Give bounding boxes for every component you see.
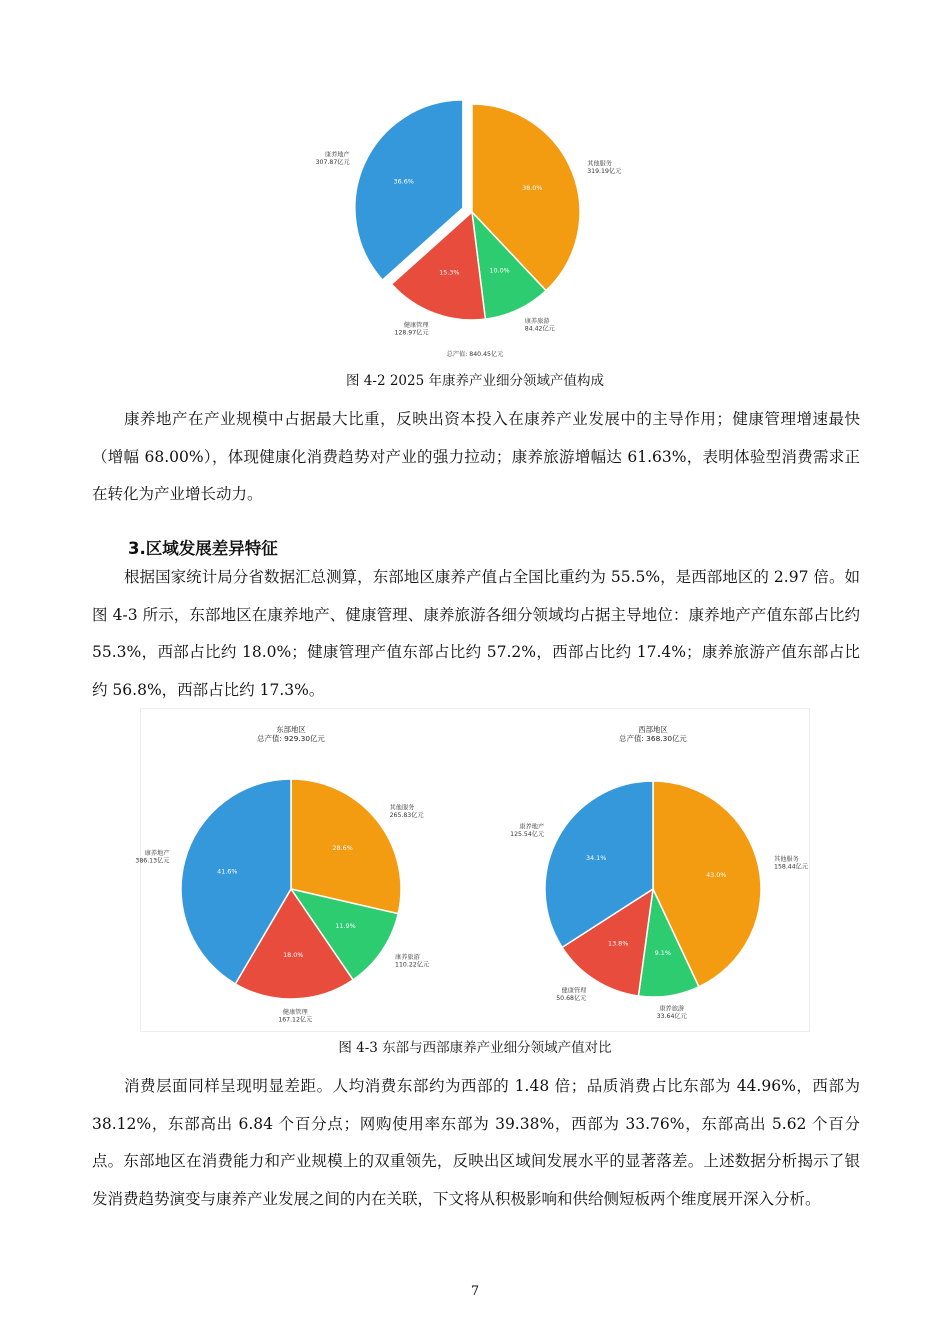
west-pct-label-2: 13.8%: [608, 939, 629, 948]
west-subtitle: 总产值: 368.30亿元: [619, 734, 687, 743]
east-value-label-3: 386.13亿元: [135, 857, 170, 865]
pie2025-value-label-1: 84.42亿元: [524, 325, 555, 333]
pie2025-pct-label-0: 38.0%: [522, 184, 543, 193]
pie2025-pct-label-2: 15.3%: [439, 268, 460, 277]
west-pct-label-0: 43.0%: [706, 870, 727, 879]
pie-chart-east-west: [135, 708, 809, 1030]
east-name-label-2: 健康管理: [282, 1008, 308, 1016]
west-value-label-1: 33.64亿元: [656, 1013, 687, 1021]
pie2025-pct-label-3: 36.6%: [393, 177, 414, 186]
pie-total-label: 总产值: 840.45亿元: [446, 351, 504, 358]
section-heading: 3.区域发展差异特征: [128, 539, 278, 558]
west-name-label-1: 康养旅游: [659, 1005, 685, 1013]
figure-4-2-caption: 图 4-2 2025 年康养产业细分领域产值构成: [346, 373, 604, 389]
east-value-label-2: 167.12亿元: [278, 1016, 313, 1024]
east-value-label-0: 265.83亿元: [389, 812, 424, 820]
pie2025-value-label-3: 307.87亿元: [315, 158, 350, 166]
east-pct-label-0: 28.6%: [332, 843, 353, 852]
figure-4-3-caption: 图 4-3 东部与西部康养产业细分领域产值对比: [338, 1040, 612, 1056]
east-value-label-1: 110.22亿元: [395, 961, 430, 969]
east-name-label-3: 康养地产: [144, 849, 170, 857]
west-name-label-3: 康养地产: [519, 823, 545, 831]
east-title: 东部地区: [276, 725, 306, 734]
pie2025-name-label-1: 康养旅游: [524, 318, 550, 326]
body-paragraph-1: 康养地产在产业规模中占据最大比重，反映出资本投入在康养产业发展中的主导作用；健康管理增速最快（增幅 68.00%），体现健康化消费趋势对产业的强力拉动；康养旅游增幅达 61.63%，表明体验型消费需求正在转化为产业增长动力。: [92, 410, 860, 503]
pie2025-name-label-3: 康养地产: [324, 151, 350, 159]
pie-chart-2025: [300, 96, 650, 366]
pie2025-pct-label-1: 10.0%: [489, 266, 510, 275]
pie2025-value-label-2: 128.97亿元: [394, 329, 429, 337]
west-name-label-0: 其他服务: [774, 856, 799, 864]
pie2025-name-label-2: 健康管理: [403, 322, 429, 330]
east-pct-label-2: 18.0%: [283, 950, 304, 959]
east-pct-label-1: 11.9%: [335, 922, 356, 931]
west-pct-label-1: 9.1%: [654, 949, 671, 958]
west-pct-label-3: 34.1%: [585, 853, 607, 862]
east-name-label-0: 其他服务: [389, 804, 415, 812]
west-value-label-3: 125.54亿元: [510, 831, 545, 839]
pie2025-value-label-0: 319.19亿元: [587, 167, 622, 175]
body-paragraph-2: 根据国家统计局分省数据汇总测算，东部地区康养产值占全国比重约为 55.5%，是西部地区的 2.97 倍。如图 4-3 所示，东部地区在康养地产、健康管理、康养旅游各细分领域均占据主导地位：康养地产产值东部占比约 55.3%，西部占比约 18.0%；健康管理产值东部占比约 57.2%，西部占比约 17.4%；康养旅游产值东部占比约 56.8%，西部占比约 17.3%。: [92, 568, 860, 699]
east-subtitle: 总产值: 929.30亿元: [257, 734, 325, 743]
body-paragraph-3: 消费层面同样呈现明显差距。人均消费东部约为西部的 1.48 倍；品质消费占比东部为 44.96%，西部为 38.12%，东部高出 6.84 个百分点；网购使用率东部为 39.38%，西部为 33.76%，东部高出 5.62 个百分点。东部地区在消费能力和产业规模上的双重领先，反映出区域间发展水平的显著落差。上述数据分析揭示了银发消费趋势演变与康养产业发展之间的内在关联，下文将从积极影响和供给侧短板两个维度展开深入分析。: [92, 1077, 860, 1208]
east-pct-label-3: 41.6%: [217, 867, 238, 876]
west-value-label-2: 50.68亿元: [556, 995, 587, 1003]
west-value-label-0: 158.44亿元: [774, 863, 809, 871]
pie2025-name-label-0: 其他服务: [587, 160, 613, 168]
east-name-label-1: 康养旅游: [395, 954, 420, 962]
west-name-label-2: 健康管理: [561, 987, 587, 995]
page-number: 7: [470, 1284, 480, 1299]
west-title: 西部地区: [638, 725, 668, 734]
